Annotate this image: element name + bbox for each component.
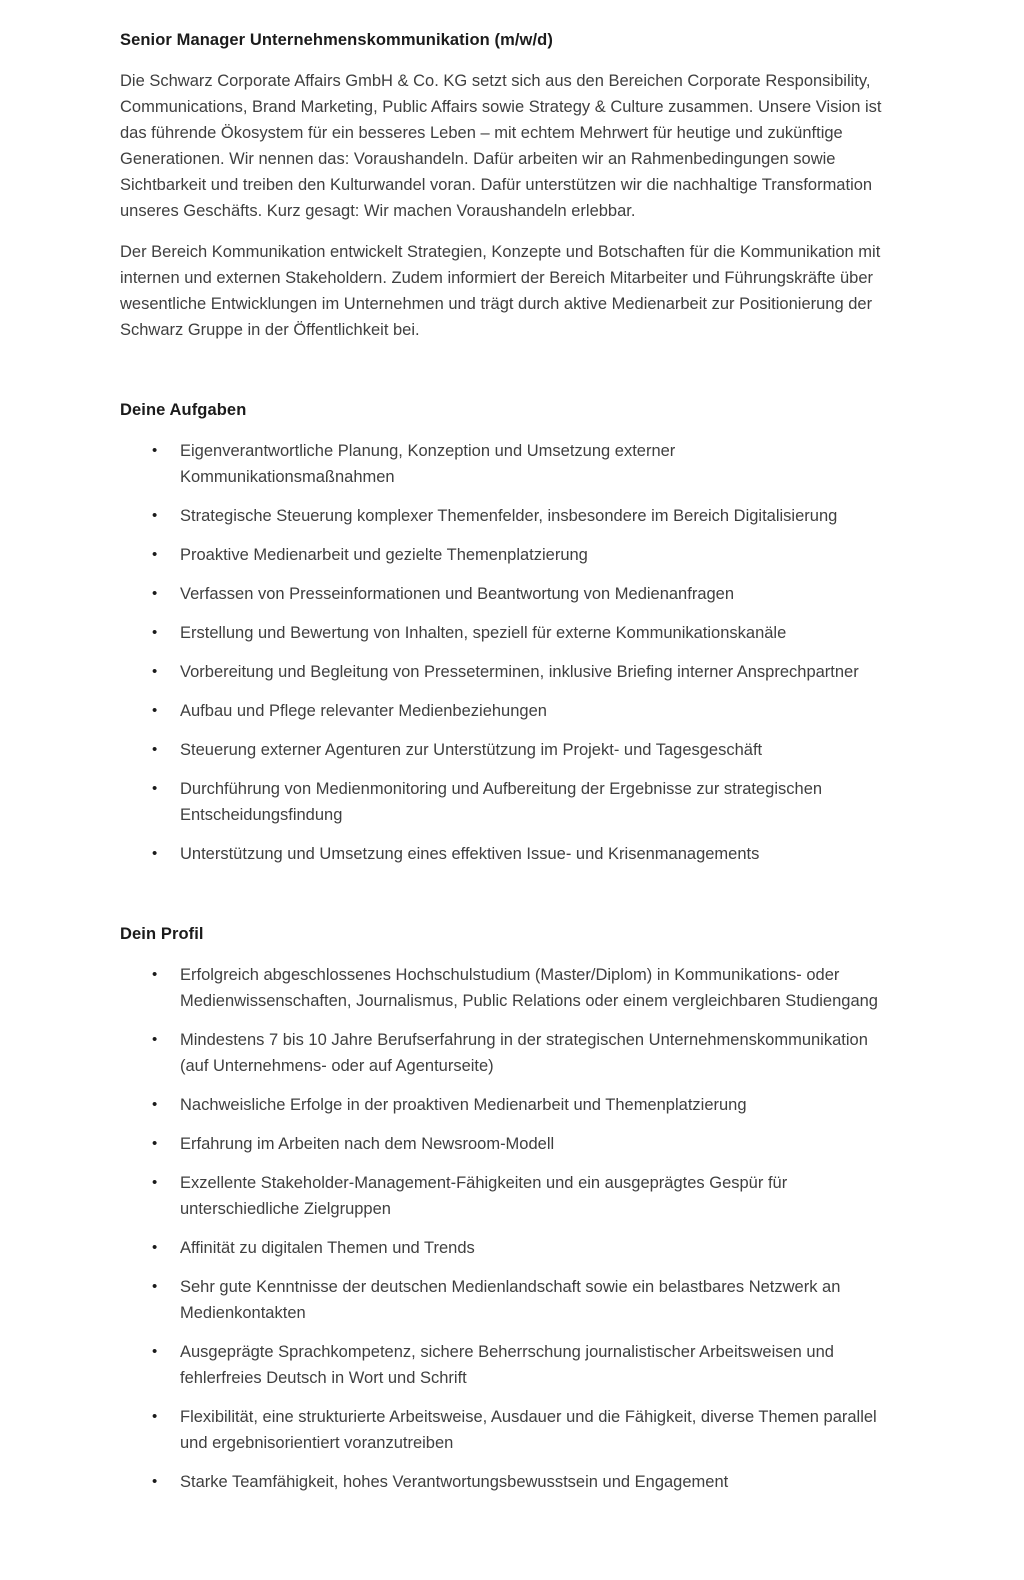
- task-item: • Erstellung und Bewertung von Inhalten, speziell für externe Kommunikationskanäle: [180, 620, 890, 646]
- task-item: • Strategische Steuerung komplexer Themenfelder, insbesondere im Bereich Digitalisierung: [180, 503, 890, 529]
- profile-section-heading: Dein Profil: [120, 925, 204, 943]
- profile-item: • Sehr gute Kenntnisse der deutschen Medienlandschaft sowie ein belastbares Netzwerk an Medienkontakten: [180, 1274, 890, 1326]
- intro-paragraph-company: Die Schwarz Corporate Affairs GmbH & Co. KG setzt sich aus den Bereichen Corporate Responsibility, Communications, Brand Marketing, Public Affairs sowie Strategy & Culture zusammen. Unsere Vision ist das führende Ökosystem für ein besseres Leben – mit echtem Mehrwert für heutige und zukünftige Generationen. Wir nennen das: Voraushandeln. Dafür arbeiten wir an Rahmenbedingungen sowie Sichtbarkeit und treiben den Kulturwandel voran. Dafür unterstützen wir die nachhaltige Transformation unseres Geschäfts. Kurz gesagt: Wir machen Voraushandeln erlebbar.: [120, 72, 882, 220]
- task-item: • Unterstützung und Umsetzung eines effektiven Issue- und Krisenmanagements: [180, 841, 890, 867]
- task-item: • Eigenverantwortliche Planung, Konzeption und Umsetzung externer Kommunikationsmaßnahmen: [180, 438, 890, 490]
- profile-item: • Erfolgreich abgeschlossenes Hochschulstudium (Master/Diplom) in Kommunikations- oder Medienwissenschaften, Journalismus, Public Relations oder einem vergleichbaren Studiengang: [180, 962, 890, 1014]
- profile-item: • Exzellente Stakeholder-Management-Fähigkeiten und ein ausgeprägtes Gespür für unterschiedliche Zielgruppen: [180, 1170, 890, 1222]
- task-item: • Aufbau und Pflege relevanter Medienbeziehungen: [180, 698, 890, 724]
- profile-item: • Ausgeprägte Sprachkompetenz, sichere Beherrschung journalistischer Arbeitsweisen und fehlerfreies Deutsch in Wort und Schrift: [180, 1339, 890, 1391]
- intro-paragraph-department: Der Bereich Kommunikation entwickelt Strategien, Konzepte und Botschaften für die Kommunikation mit internen und externen Stakeholdern. Zudem informiert der Bereich Mitarbeiter und Führungskräfte über wesentliche Entwicklungen im Unternehmen und trägt durch aktive Medienarbeit zur Positionierung der Schwarz Gruppe in der Öffentlichkeit bei.: [120, 243, 881, 339]
- profile-item: • Flexibilität, eine strukturierte Arbeitsweise, Ausdauer und die Fähigkeit, diverse Themen parallel und ergebnisorientiert voranzutreiben: [180, 1404, 890, 1456]
- task-item: • Proaktive Medienarbeit und gezielte Themenplatzierung: [180, 542, 890, 568]
- profile-item: • Affinität zu digitalen Themen und Trends: [180, 1235, 890, 1261]
- profile-item: • Erfahrung im Arbeiten nach dem Newsroom-Modell: [180, 1131, 890, 1157]
- tasks-list: [120, 438, 890, 867]
- profile-list: [120, 962, 890, 1495]
- profile-item: • Nachweisliche Erfolge in der proaktiven Medienarbeit und Themenplatzierung: [180, 1092, 890, 1118]
- tasks-section-heading: Deine Aufgaben: [120, 401, 247, 419]
- profile-item: • Starke Teamfähigkeit, hohes Verantwortungsbewusstsein und Engagement: [180, 1469, 890, 1495]
- task-item: • Verfassen von Presseinformationen und Beantwortung von Medienanfragen: [180, 581, 890, 607]
- profile-item: • Mindestens 7 bis 10 Jahre Berufserfahrung in der strategischen Unternehmenskommunikation (auf Unternehmens- oder auf Agenturseite): [180, 1027, 890, 1079]
- job-title: Senior Manager Unternehmenskommunikation (m/w/d): [120, 31, 553, 49]
- task-item: • Vorbereitung und Begleitung von Presseterminen, inklusive Briefing interner Ansprechpartner: [180, 659, 890, 685]
- task-item: • Steuerung externer Agenturen zur Unterstützung im Projekt- und Tagesgeschäft: [180, 737, 890, 763]
- task-item: • Durchführung von Medienmonitoring und Aufbereitung der Ergebnisse zur strategischen Entscheidungsfindung: [180, 776, 890, 828]
